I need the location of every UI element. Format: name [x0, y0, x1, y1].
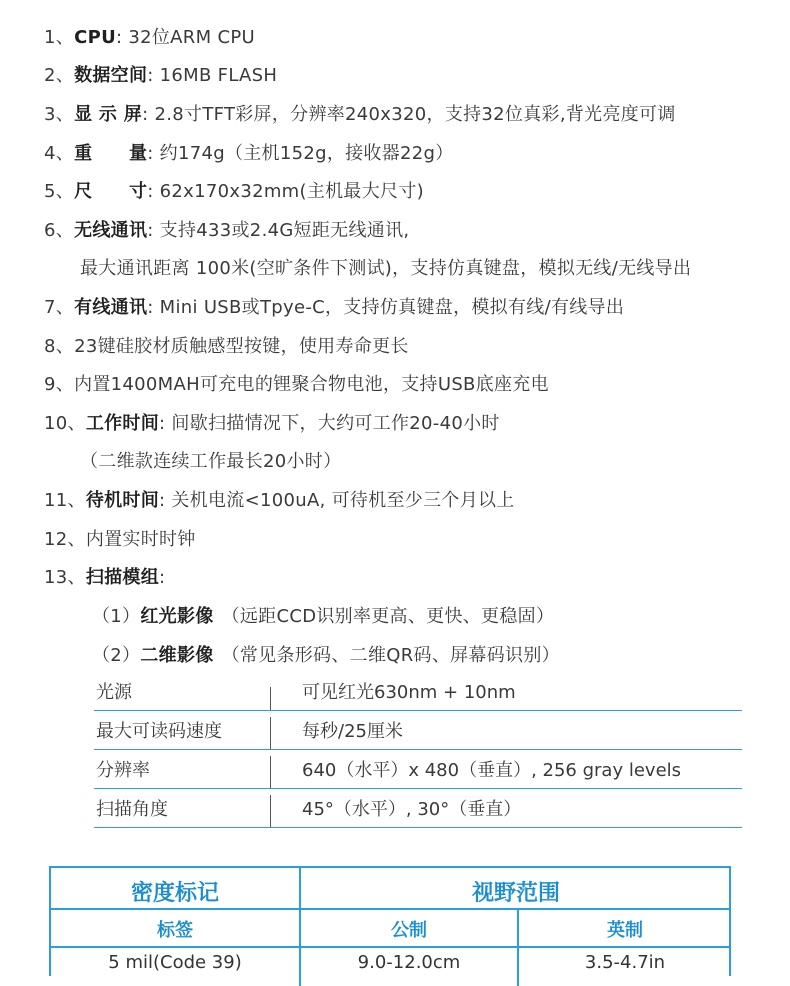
row-label: 5 mil(Code 39)	[108, 952, 242, 973]
subheader-metric: 公制	[391, 920, 427, 941]
table-subheader-row	[51, 908, 729, 948]
spec-weight: 4、重 量: 约174g（主机152g，接收器22g）	[44, 143, 454, 164]
spec-clock: 12、内置实时时钟	[44, 529, 196, 550]
table-row: 最大可读码速度 每秒/25厘米	[94, 711, 742, 750]
spec-wired: 7、有线通讯: Mini USB或Tpye-C，支持仿真键盘，模拟有线/有线导出	[44, 297, 625, 318]
header-field-of-view: 视野范围	[471, 881, 560, 906]
spec-wireless: 6、无线通讯: 支持433或2.4G短距无线通讯,	[44, 220, 410, 241]
spec-battery: 9、内置1400MAH可充电的锂聚合物电池，支持USB底座充电	[44, 374, 549, 395]
column-divider	[270, 717, 271, 749]
header-density: 密度标记	[130, 881, 219, 906]
module-red-light: （1）红光影像 （远距CCD识别率更高、更快、更稳固）	[92, 606, 555, 627]
spec-scan-module: 13、扫描模组:	[44, 567, 166, 588]
spec-size: 5、尺 寸: 62x170x32mm(主机最大尺寸)	[44, 181, 424, 202]
column-divider	[270, 687, 271, 710]
subheader-label: 标签	[157, 920, 193, 941]
spec-wireless-continued: 最大通讯距离 100米(空旷条件下测试)，支持仿真键盘，模拟无线/无线导出	[80, 258, 692, 279]
table-row: 分辨率 640（水平）x 480（垂直）, 256 gray levels	[94, 750, 742, 789]
row-imperial: 3.5-4.7in	[584, 952, 666, 973]
table-header-row	[51, 868, 729, 910]
module-2d-image: （2）二维影像 （常见条形码、二维QR码、屏幕码识别）	[92, 645, 560, 666]
spec-cpu: 1、CPU: 32位ARM CPU	[44, 27, 255, 48]
table-row: 扫描角度 45°（水平）, 30°（垂直）	[94, 789, 742, 828]
spec-keys: 8、23键硅胶材质触感型按键，使用寿命更长	[44, 336, 409, 357]
column-divider	[270, 795, 271, 827]
spec-work-time: 10、工作时间: 间歇扫描情况下，大约可工作20-40小时	[44, 413, 500, 434]
subheader-imperial: 英制	[607, 920, 643, 941]
spec-storage: 2、数据空间: 16MB FLASH	[44, 65, 278, 86]
table-row: 光源 可见红光630nm + 10nm	[94, 681, 742, 711]
row-metric: 9.0-12.0cm	[357, 952, 461, 973]
spec-standby: 11、待机时间: 关机电流<100uA, 可待机至少三个月以上	[44, 490, 515, 511]
table-row	[51, 946, 729, 986]
column-divider	[270, 756, 271, 788]
scan-spec-table	[94, 681, 742, 828]
spec-work-time-continued: （二维款连续工作最长20小时）	[80, 451, 342, 472]
spec-screen: 3、显 示 屏: 2.8寸TFT彩屏，分辨率240x320，支持32位真彩,背光亮度可调	[44, 104, 676, 125]
